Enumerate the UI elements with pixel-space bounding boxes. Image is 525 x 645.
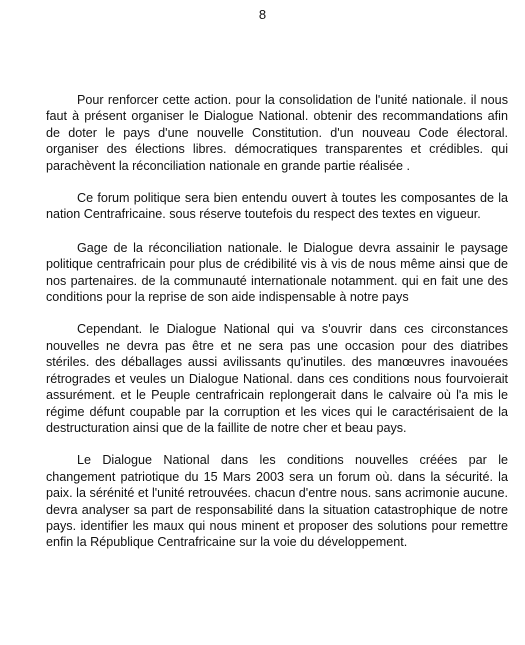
paragraph-1: Pour renforcer cette action. pour la consolidation de l'unité nationale. il nous faut à présent organiser le Dialogue National. obtenir des recommandations afin de doter le pays d'une nouvelle Constitution. d'un nouveau Code électoral. organiser des élections libres. démocratiques transparentes et crédibles. qui parachèvent la réconciliation nationale en grande partie réalisée . [46,93,508,173]
body-text [46,92,508,551]
paragraph-2: Ce forum politique sera bien entendu ouvert à toutes les composantes de la nation Centrafricaine. sous réserve toutefois du respect des textes en vigueur. [46,191,508,222]
paragraph-4: Cependant. le Dialogue National qui va s'ouvrir dans ces circonstances nouvelles ne devra pas être et ne sera pas une occasion pour des diatribes stériles. des déballages aussi avilissants qu'inutiles. des manœuvres inavouées rétrogrades et veules un Dialogue National. dans ces conditions nous fourvoierait assurément. et le Peuple centrafricain replongerait dans le calvaire où l'a mis le régime défunt coupable par la corruption et les vices qui le caractérisaient de la destructuration ainsi que de la faillite de notre cher et beau pays. [46,322,508,435]
paragraph-3: Gage de la réconciliation nationale. le Dialogue devra assainir le paysage politique centrafricain pour plus de crédibilité vis à vis de nous même ainsi que de nos partenaires. de la communauté internationale notamment. qui en fait une des conditions pour la reprise de son aide indispensable à notre pays [46,240,508,305]
page-number: 8 [258,7,267,22]
paragraph-5: Le Dialogue National dans les conditions nouvelles créées par le changement patriotique du 15 Mars 2003 sera un forum où. dans la sécurité. la paix. la sérénité et l'unité retrouvées. chacun d'entre nous. sans acrimonie aucune. devra analyser sa part de responsabilité dans la situation catastrophique de notre pays. identifier les maux qui nous minent et proposer des solutions pour remettre enfin la République Centrafricaine sur la voie du développement. [46,453,508,550]
